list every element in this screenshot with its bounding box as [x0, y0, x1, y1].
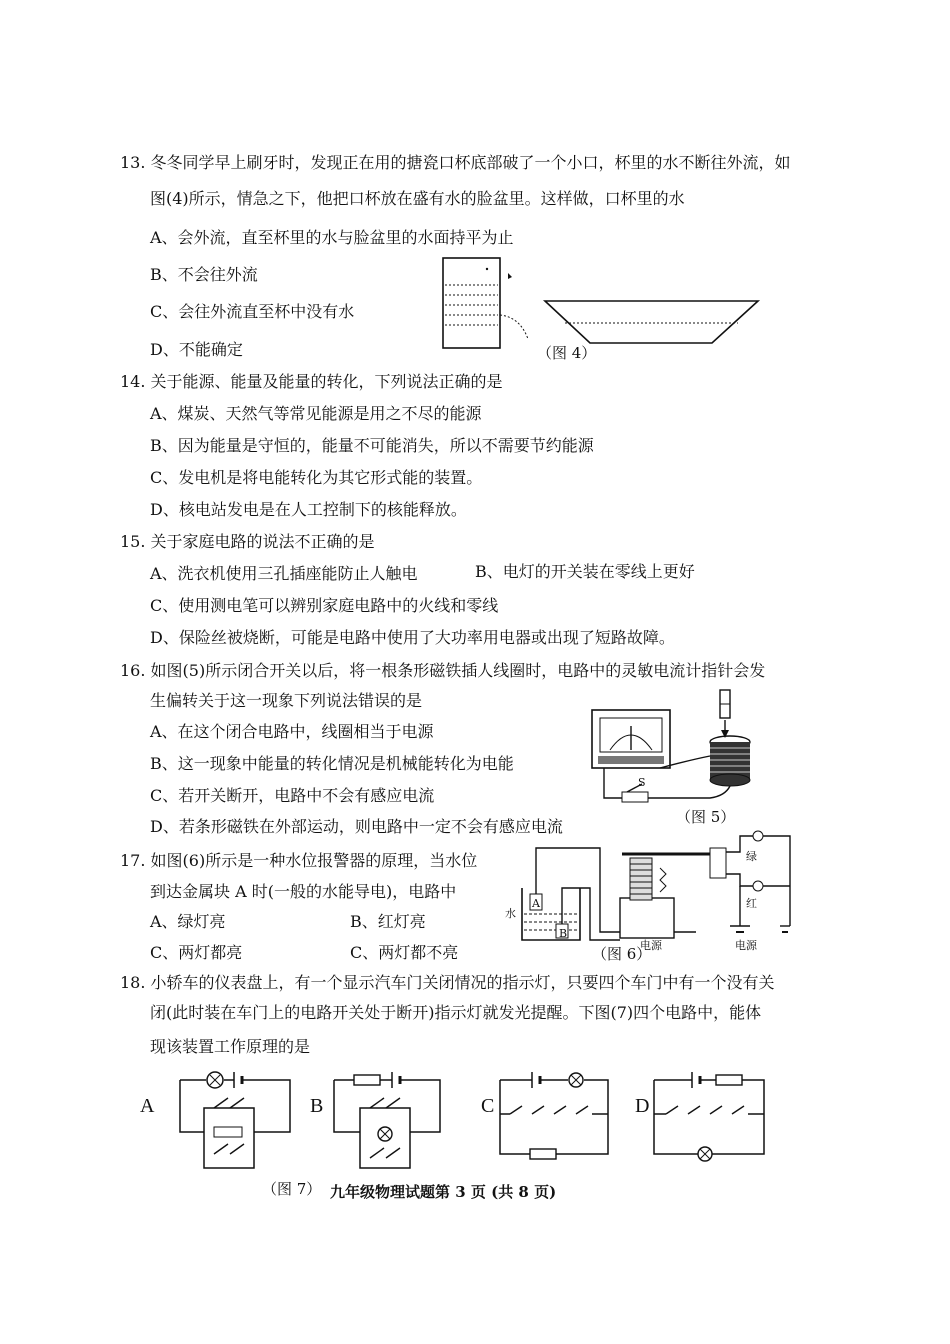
figure-6-green-lamp-label: 绿 — [746, 850, 757, 863]
q16-option-c: C、若开关断开，电路中不会有感应电流 — [150, 786, 435, 805]
q17-stem-line2: 到达金属块 A 时(一般的水能导电)，电路中 — [150, 882, 457, 901]
q17-option-a: A、绿灯亮 — [150, 912, 226, 931]
figure-5-induction-circuit — [590, 690, 790, 810]
q15-option-c: C、使用测电笔可以辨别家庭电路中的火线和零线 — [150, 596, 499, 615]
q14-option-b: B、因为能量是守恒的，能量不可能消失，所以不需要节约能源 — [150, 436, 594, 455]
q14-option-c: C、发电机是将电能转化为其它形式能的装置。 — [150, 468, 483, 487]
figure-6-water-alarm — [500, 828, 800, 948]
q16-option-b: B、这一现象中能量的转化情况是机械能转化为电能 — [150, 754, 514, 773]
figure-6-caption: （图 6） — [592, 945, 652, 963]
figure-4-cup-basin — [440, 255, 770, 365]
q13-option-b: B、不会往外流 — [150, 265, 258, 284]
q13-option-d: D、不能确定 — [150, 340, 243, 359]
q15-stem: 15. 关于家庭电路的说法不正确的是 — [120, 532, 375, 551]
q17-option-c: C、两灯都亮 — [150, 943, 243, 962]
q16-stem-line1: 16. 如图(5)所示闭合开关以后，将一根条形磁铁插人线圈时，电路中的灵敏电流计指针会发 — [120, 661, 766, 680]
q14-stem: 14. 关于能源、能量及能量的转化，下列说法正确的是 — [120, 372, 503, 391]
q16-stem-line2: 生偏转关于这一现象下列说法错误的是 — [150, 691, 423, 710]
q16-option-d: D、若条形磁铁在外部运动，则电路中一定不会有感应电流 — [150, 817, 563, 836]
q15-option-b: B、电灯的开关装在零线上更好 — [475, 562, 695, 581]
figure-5-switch-label: S — [638, 776, 646, 789]
figure-6-red-lamp-label: 红 — [746, 897, 757, 910]
figure-6-power-label-2: 电源 — [735, 939, 757, 952]
circuit-c — [492, 1068, 622, 1178]
q14-option-a: A、煤炭、天然气等常见能源是用之不尽的能源 — [150, 404, 482, 423]
figure-7-caption: （图 7） — [262, 1180, 322, 1198]
figure-6-water-label: 水 — [505, 907, 516, 920]
q17-option-d: C、两灯都不亮 — [350, 943, 459, 962]
circuit-a — [170, 1068, 300, 1178]
figure-4-caption: （图 4） — [537, 344, 597, 362]
circuit-d-label: D — [635, 1095, 650, 1117]
q16-option-a: A、在这个闭合电路中，线圈相当于电源 — [150, 722, 434, 741]
q18-stem-line3: 现该装置工作原理的是 — [150, 1037, 311, 1056]
q17-stem-line1: 17. 如图(6)所示是一种水位报警器的原理，当水位 — [120, 851, 478, 870]
q13-stem-line2: 图(4)所示，情急之下，他把口杯放在盛有水的脸盆里。这样做，口杯里的水 — [150, 189, 685, 208]
q13-option-c: C、会往外流直至杯中没有水 — [150, 302, 355, 321]
figure-6-block-a: A — [532, 897, 540, 910]
circuit-b-label: B — [310, 1095, 324, 1117]
page-footer: 九年级物理试题第 3 页 (共 8 页) — [330, 1183, 557, 1201]
circuit-a-label: A — [140, 1095, 155, 1117]
circuit-b — [330, 1068, 460, 1178]
q14-option-d: D、核电站发电是在人工控制下的核能释放。 — [150, 500, 467, 519]
q13-option-a: A、会外流，直至杯里的水与脸盆里的水面持平为止 — [150, 228, 514, 247]
q13-stem-line1: 13. 冬冬同学早上刷牙时，发现正在用的搪瓷口杯底部破了一个小口，杯里的水不断往外流，如 — [120, 153, 791, 172]
q15-option-a: A、洗衣机使用三孔插座能防止人触电 — [150, 564, 418, 583]
q17-option-b: B、红灯亮 — [350, 912, 426, 931]
figure-5-caption: （图 5） — [676, 808, 736, 826]
circuit-d — [646, 1068, 776, 1178]
q18-stem-line2: 闭(此时装在车门上的电路开关处于断开)指示灯就发光提醒。下图(7)四个电路中，能体 — [150, 1003, 762, 1022]
q15-option-d: D、保险丝被烧断，可能是电路中使用了大功率用电器或出现了短路故障。 — [150, 628, 675, 647]
q18-stem-line1: 18. 小轿车的仪表盘上，有一个显示汽车门关闭情况的指示灯，只要四个车门中有一个没有关 — [120, 973, 775, 992]
figure-6-power-label-1: 电源 — [640, 939, 662, 952]
figure-6-block-b: B — [559, 927, 568, 940]
circuit-c-label: C — [481, 1095, 495, 1117]
